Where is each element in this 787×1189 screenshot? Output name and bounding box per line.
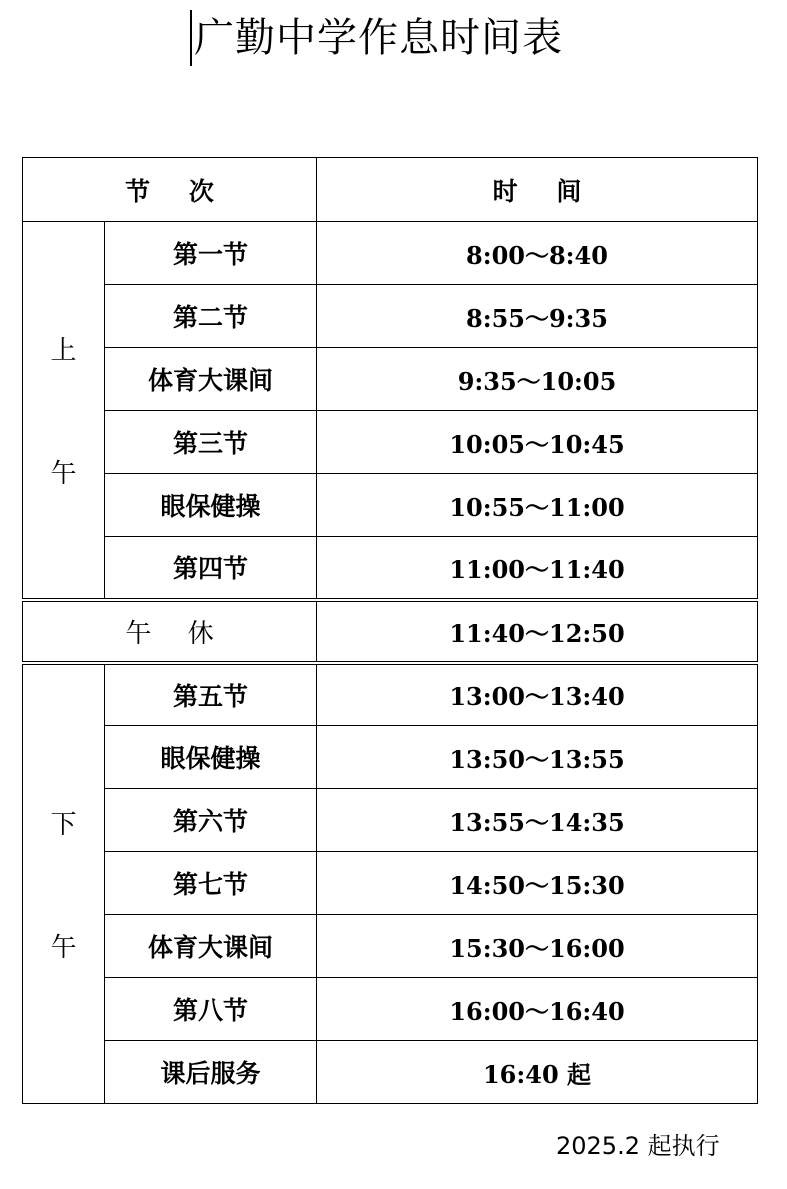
table-row <box>23 474 758 537</box>
table-row <box>23 222 758 285</box>
table-row <box>23 1041 758 1104</box>
table-header-row <box>23 158 758 222</box>
table-row <box>23 789 758 852</box>
period-name: 第七节 <box>105 852 317 915</box>
noon-break-time: 11:40～12:50 <box>317 600 758 663</box>
header-time: 时 间 <box>317 158 758 222</box>
period-time: 11:00～11:40 <box>317 537 758 600</box>
afternoon-label: 下 午 <box>23 663 105 1104</box>
period-name: 体育大课间 <box>105 348 317 411</box>
period-time: 16:00～16:40 <box>317 978 758 1041</box>
period-time: 14:50～15:30 <box>317 852 758 915</box>
period-name: 第八节 <box>105 978 317 1041</box>
period-name: 第三节 <box>105 411 317 474</box>
table-row <box>23 978 758 1041</box>
effective-date-note: 2025.2 起执行 <box>556 1132 720 1160</box>
period-time: 13:55～14:35 <box>317 789 758 852</box>
table-row <box>23 915 758 978</box>
period-name: 眼保健操 <box>105 474 317 537</box>
period-time: 13:00～13:40 <box>317 663 758 726</box>
table-row <box>23 348 758 411</box>
noon-break-label: 午 休 <box>23 600 317 663</box>
table-row <box>23 537 758 600</box>
period-time: 13:50～13:55 <box>317 726 758 789</box>
period-time: 8:55～9:35 <box>317 285 758 348</box>
period-name: 第四节 <box>105 537 317 600</box>
period-name: 体育大课间 <box>105 915 317 978</box>
period-name: 课后服务 <box>105 1041 317 1104</box>
text-cursor <box>190 10 192 66</box>
schedule-table <box>22 157 758 1104</box>
table-row <box>23 285 758 348</box>
period-time: 9:35～10:05 <box>317 348 758 411</box>
table-row <box>23 726 758 789</box>
period-time: 8:00～8:40 <box>317 222 758 285</box>
period-time: 16:40 起 <box>317 1041 758 1104</box>
period-time: 10:05～10:45 <box>317 411 758 474</box>
period-name: 第一节 <box>105 222 317 285</box>
period-name: 眼保健操 <box>105 726 317 789</box>
page-title: 广勤中学作息时间表 <box>194 15 563 61</box>
noon-break-row <box>23 600 758 663</box>
morning-label: 上 午 <box>23 222 105 600</box>
table-row <box>23 663 758 726</box>
table-row <box>23 852 758 915</box>
header-period: 节 次 <box>23 158 317 222</box>
period-time: 15:30～16:00 <box>317 915 758 978</box>
table-row <box>23 411 758 474</box>
period-name: 第五节 <box>105 663 317 726</box>
period-time: 10:55～11:00 <box>317 474 758 537</box>
period-name: 第六节 <box>105 789 317 852</box>
period-name: 第二节 <box>105 285 317 348</box>
